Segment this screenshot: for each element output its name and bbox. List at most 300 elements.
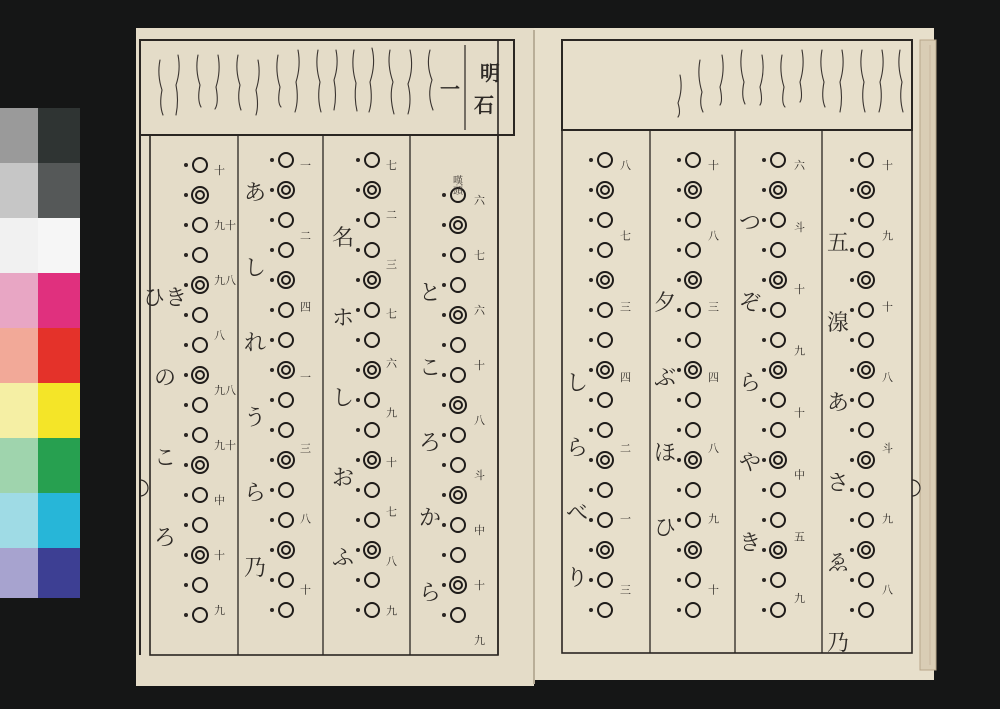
- right-col4-inner-circle: [862, 456, 870, 464]
- right-col1-circle: [598, 213, 612, 227]
- left-col4-circle: [450, 307, 466, 323]
- left-col3-inner-circle: [368, 366, 376, 374]
- right-col1-inner-circle: [601, 456, 609, 464]
- left-col2-dot: [270, 338, 274, 342]
- left-col1-circle: [193, 218, 207, 232]
- left-col2-numeral: 八: [300, 512, 311, 526]
- left-col2-dot: [270, 548, 274, 552]
- right-col3-numeral: 九: [794, 344, 805, 358]
- left-col3-kana: お: [331, 466, 355, 491]
- left-col1-numeral: 九八: [214, 274, 236, 287]
- right-col2-inner-circle: [689, 456, 697, 464]
- right-col3-dot: [762, 158, 766, 162]
- right-col4-dot: [850, 308, 854, 312]
- right-col1-kana: し: [565, 371, 589, 396]
- right-col1-dot: [589, 218, 593, 222]
- left-col2-circle: [278, 542, 294, 558]
- right-col4-dot: [850, 608, 854, 612]
- right-col1-circle: [598, 333, 612, 347]
- right-col3-dot: [762, 338, 766, 342]
- right-col3-dot: [762, 188, 766, 192]
- right-col2-kana: 夕: [653, 291, 677, 316]
- right-col3-circle: [771, 243, 785, 257]
- left-col1-circle: [193, 518, 207, 532]
- right-col2-inner-circle: [689, 276, 697, 284]
- right-col1-kana: り: [565, 566, 589, 591]
- left-col2-dot: [270, 188, 274, 192]
- left-col3-circle: [365, 153, 379, 167]
- right-col1-kana: べ: [565, 501, 589, 526]
- right-col3-numeral: 斗: [794, 220, 805, 234]
- right-col4-dot: [850, 278, 854, 282]
- left-col4-inner-circle: [454, 311, 462, 319]
- left-col3-inner-circle: [368, 276, 376, 284]
- right-col4-kana: さ: [826, 471, 850, 496]
- right-col4-circle: [859, 333, 873, 347]
- left-col2-numeral: 二: [300, 229, 311, 243]
- left-col1-kana: こ: [153, 446, 177, 471]
- left-col4-dot: [442, 613, 446, 617]
- left-col3-circle: [365, 603, 379, 617]
- left-col4-dot: [442, 283, 446, 287]
- right-col1-kana: ら: [565, 436, 589, 461]
- left-col3-dot: [356, 488, 360, 492]
- left-col2-numeral: 一: [300, 371, 311, 385]
- left-col4-dot: [442, 223, 446, 227]
- left-col4-inner-circle: [454, 581, 462, 589]
- right-col2-dot: [677, 188, 681, 192]
- right-col3-inner-circle: [774, 456, 782, 464]
- left-col1-dot: [184, 403, 188, 407]
- left-col4-kana: ら: [418, 581, 442, 606]
- left-col2-circle: [279, 243, 293, 257]
- left-col3-numeral: 二: [386, 208, 397, 222]
- left-col2-circle: [279, 483, 293, 497]
- right-col1-inner-circle: [601, 366, 609, 374]
- kana-text-layer: [143, 181, 849, 656]
- left-col2-inner-circle: [282, 546, 290, 554]
- right-col1-circle: [597, 272, 613, 288]
- left-col3-circle: [365, 483, 379, 497]
- left-col3-kana: し: [331, 386, 355, 411]
- left-col2-dot: [270, 428, 274, 432]
- right-col3-kana: き: [738, 531, 762, 556]
- left-col3-numeral: 九: [386, 406, 397, 420]
- right-col3-inner-circle: [774, 276, 782, 284]
- left-col3-dot: [356, 248, 360, 252]
- right-col2-inner-circle: [689, 186, 697, 194]
- left-col4-circle: [450, 397, 466, 413]
- right-col1-inner-circle: [601, 276, 609, 284]
- left-col3-dot: [356, 578, 360, 582]
- right-col2-circle: [686, 303, 700, 317]
- right-col3-numeral: 十: [794, 282, 805, 296]
- left-col3-dot: [356, 458, 360, 462]
- right-col3-numeral: 六: [794, 159, 805, 172]
- right-col3-numeral: 五: [794, 530, 805, 544]
- left-col3-dot: [356, 278, 360, 282]
- right-col4-circle: [859, 513, 873, 527]
- left-col3-circle: [365, 573, 379, 587]
- right-col2-dot: [677, 488, 681, 492]
- right-col3-inner-circle: [774, 546, 782, 554]
- right-col3-dot: [762, 278, 766, 282]
- right-col3-dot: [762, 578, 766, 582]
- right-col1-dot: [589, 608, 593, 612]
- right-col2-circle: [686, 603, 700, 617]
- left-col4-numeral: 十: [474, 579, 485, 592]
- left-col2-circle: [278, 272, 294, 288]
- left-col3-inner-circle: [368, 546, 376, 554]
- left-col4-circle: [451, 548, 465, 562]
- left-col2-dot: [270, 458, 274, 462]
- left-col2-circle: [279, 393, 293, 407]
- left-col1-circle: [193, 608, 207, 622]
- left-col1-numeral: 中: [214, 494, 225, 507]
- right-col3-circle: [771, 423, 785, 437]
- right-col2-inner-circle: [689, 366, 697, 374]
- right-col4-circle: [859, 573, 873, 587]
- right-col2-kana: ひ: [653, 516, 677, 541]
- left-col4-circle: [451, 338, 465, 352]
- left-col3-kana: ふ: [331, 546, 355, 571]
- right-col1-dot: [589, 248, 593, 252]
- right-col1-circle: [598, 423, 612, 437]
- right-col2-circle: [685, 182, 701, 198]
- left-col1-kana: ろ: [153, 526, 177, 551]
- right-col4-dot: [850, 218, 854, 222]
- right-col2-kana: ぶ: [653, 366, 677, 391]
- left-col1-inner-circle: [196, 281, 204, 289]
- left-col4-dot: [442, 433, 446, 437]
- left-col1-dot: [184, 343, 188, 347]
- right-col3-dot: [762, 398, 766, 402]
- right-col2-circle: [685, 452, 701, 468]
- right-col4-kana: 乃: [826, 631, 850, 656]
- left-col2-inner-circle: [282, 366, 290, 374]
- left-col4-circle: [451, 248, 465, 262]
- right-col1-numeral: 三: [620, 583, 631, 597]
- right-col2-circle: [685, 542, 701, 558]
- left-col3-dot: [356, 188, 360, 192]
- left-col3-dot: [356, 338, 360, 342]
- right-col3-circle: [770, 272, 786, 288]
- left-col1-kana: ひき: [142, 286, 188, 311]
- right-col3-circle: [771, 303, 785, 317]
- right-col1-circle: [597, 362, 613, 378]
- left-col1-inner-circle: [196, 461, 204, 469]
- left-col2-numeral: 四: [300, 300, 311, 314]
- right-col2-circle: [686, 213, 700, 227]
- right-col4-inner-circle: [862, 186, 870, 194]
- left-col1-dot: [184, 613, 188, 617]
- left-col3-dot: [356, 548, 360, 552]
- left-col1-inner-circle: [196, 551, 204, 559]
- left-col3-numeral: 十: [386, 456, 397, 469]
- left-col4-dot: [442, 343, 446, 347]
- right-col2-dot: [677, 218, 681, 222]
- left-col2-circle: [278, 182, 294, 198]
- left-col2-circle: [279, 513, 293, 527]
- left-col2-numeral: 三: [300, 441, 311, 455]
- right-col2-circle: [686, 393, 700, 407]
- left-col4-dot: [442, 583, 446, 587]
- right-col1-dot: [589, 548, 593, 552]
- right-col2-circle: [686, 483, 700, 497]
- left-col2-circle: [279, 303, 293, 317]
- right-col4-circle: [859, 303, 873, 317]
- right-col2-circle: [686, 333, 700, 347]
- left-col4-circle: [451, 278, 465, 292]
- right-col2-dot: [677, 398, 681, 402]
- right-col3-dot: [762, 608, 766, 612]
- left-col1-circle: [192, 547, 208, 563]
- right-col1-dot: [589, 458, 593, 462]
- left-col1-numeral: 十: [214, 164, 225, 177]
- right-col4-dot: [850, 518, 854, 522]
- right-col4-circle: [859, 393, 873, 407]
- left-col4-kana: ろ: [418, 431, 442, 456]
- left-col1-numeral: 八: [214, 329, 225, 342]
- right-col1-dot: [589, 518, 593, 522]
- left-col3-circle: [365, 213, 379, 227]
- left-col4-dot: [442, 193, 446, 197]
- left-col3-circle: [365, 513, 379, 527]
- right-col2-inner-circle: [689, 546, 697, 554]
- right-col3-numeral: 十: [794, 406, 805, 420]
- left-col1-dot: [184, 553, 188, 557]
- left-col3-circle: [364, 452, 380, 468]
- right-col3-circle: [771, 513, 785, 527]
- left-col4-dot: [442, 553, 446, 557]
- right-col2-dot: [677, 428, 681, 432]
- right-col1-numeral: 二: [620, 441, 631, 455]
- right-col3-circle: [770, 542, 786, 558]
- left-col3-numeral: 三: [386, 258, 397, 271]
- left-col2-numeral: 十: [300, 583, 311, 597]
- left-col4-numeral: 八: [474, 414, 485, 427]
- left-col4-circle: [450, 487, 466, 503]
- right-col4-inner-circle: [862, 546, 870, 554]
- right-col4-kana: 五: [826, 231, 850, 256]
- left-col1-dot: [184, 193, 188, 197]
- left-col1-circle: [193, 578, 207, 592]
- left-col1-numeral: 九十: [214, 219, 236, 232]
- left-col4-circle: [450, 217, 466, 233]
- left-col1-dot: [184, 373, 188, 377]
- right-col4-circle: [858, 362, 874, 378]
- right-col2-dot: [677, 368, 681, 372]
- title-char-2: 石: [474, 93, 494, 117]
- left-col3-kana: 名: [331, 226, 355, 251]
- right-col4-inner-circle: [862, 366, 870, 374]
- right-col4-circle: [859, 243, 873, 257]
- right-col4-circle: [858, 272, 874, 288]
- left-col4-circle: [450, 577, 466, 593]
- right-col2-kana: ほ: [653, 441, 677, 466]
- right-col3-circle: [771, 393, 785, 407]
- right-col1-inner-circle: [601, 186, 609, 194]
- left-col2-dot: [270, 368, 274, 372]
- right-col3-circle: [771, 213, 785, 227]
- right-col4-numeral: 十: [882, 159, 893, 172]
- left-col2-kana: ら: [243, 481, 267, 506]
- right-col1-circle: [598, 153, 612, 167]
- right-col2-dot: [677, 158, 681, 162]
- left-col1-dot: [184, 463, 188, 467]
- right-col4-dot: [850, 578, 854, 582]
- right-col3-circle: [771, 153, 785, 167]
- right-col4-numeral: 斗: [882, 441, 893, 455]
- right-col2-circle: [686, 153, 700, 167]
- left-col2-kana: 乃: [243, 556, 267, 581]
- left-col3-dot: [356, 158, 360, 162]
- right-col3-kana: ら: [738, 371, 762, 396]
- right-col3-dot: [762, 248, 766, 252]
- left-col2-dot: [270, 518, 274, 522]
- right-col2-numeral: 八: [708, 229, 719, 243]
- left-col1-circle: [193, 428, 207, 442]
- left-col4-numeral: 中: [474, 524, 485, 537]
- right-col2-dot: [677, 578, 681, 582]
- right-col3-inner-circle: [774, 186, 782, 194]
- left-col1-numeral: 九十: [214, 439, 236, 452]
- left-col1-dot: [184, 493, 188, 497]
- left-col1-dot: [184, 583, 188, 587]
- right-col1-dot: [589, 158, 593, 162]
- right-col1-dot: [589, 278, 593, 282]
- right-col4-dot: [850, 488, 854, 492]
- left-col3-circle: [365, 333, 379, 347]
- right-col4-dot: [850, 338, 854, 342]
- left-col2-inner-circle: [282, 276, 290, 284]
- right-col3-numeral: 中: [794, 468, 805, 482]
- left-col3-circle: [364, 542, 380, 558]
- right-col3-dot: [762, 368, 766, 372]
- right-col4-kana: 湶: [826, 311, 850, 336]
- right-col2-dot: [677, 548, 681, 552]
- left-col1-numeral: 九: [214, 604, 225, 617]
- right-col2-circle: [686, 573, 700, 587]
- left-col1-dot: [184, 253, 188, 257]
- left-col4-numeral: 六: [474, 304, 485, 317]
- left-col3-kana: ホ: [331, 306, 355, 331]
- left-col4-circle: [451, 428, 465, 442]
- right-col2-dot: [677, 248, 681, 252]
- right-col1-circle: [597, 452, 613, 468]
- left-col1-circle: [192, 277, 208, 293]
- right-col3-dot: [762, 428, 766, 432]
- left-col4-numeral: 九: [474, 634, 485, 647]
- right-col1-circle: [598, 513, 612, 527]
- left-col3-numeral: 六: [386, 357, 397, 370]
- left-col1-circle: [193, 488, 207, 502]
- right-col3-circle: [770, 182, 786, 198]
- left-col3-numeral: 九: [386, 604, 397, 618]
- left-col3-dot: [356, 608, 360, 612]
- left-col4-dot: [442, 403, 446, 407]
- right-col3-circle: [770, 362, 786, 378]
- left-col2-dot: [270, 608, 274, 612]
- left-col2-dot: [270, 278, 274, 282]
- right-col4-dot: [850, 248, 854, 252]
- right-col3-inner-circle: [774, 366, 782, 374]
- left-col2-kana: れ: [243, 331, 267, 356]
- left-col3-numeral: 七: [386, 505, 397, 519]
- right-col1-circle: [598, 243, 612, 257]
- right-col4-numeral: 九: [882, 512, 893, 526]
- right-col4-dot: [850, 428, 854, 432]
- left-col2-inner-circle: [282, 456, 290, 464]
- right-col3-dot: [762, 458, 766, 462]
- left-col1-dot: [184, 163, 188, 167]
- left-col4-numeral: 六: [474, 194, 485, 207]
- right-col4-circle: [858, 182, 874, 198]
- left-col2-circle: [279, 423, 293, 437]
- left-col4-kana: と: [418, 281, 442, 306]
- right-col3-dot: [762, 488, 766, 492]
- right-col3-kana: や: [738, 451, 762, 476]
- left-col1-circle: [193, 248, 207, 262]
- left-col2-kana: し: [243, 256, 267, 281]
- right-col3-dot: [762, 308, 766, 312]
- right-col1-dot: [589, 488, 593, 492]
- right-col2-numeral: 十: [708, 583, 719, 597]
- left-col3-inner-circle: [368, 186, 376, 194]
- left-col1-circle: [193, 338, 207, 352]
- left-col1-dot: [184, 523, 188, 527]
- left-col4-dot: [442, 493, 446, 497]
- left-col4-inner-circle: [454, 401, 462, 409]
- volume-char: 一: [440, 77, 460, 101]
- left-col3-circle: [364, 182, 380, 198]
- left-col2-dot: [270, 488, 274, 492]
- left-col4-numeral: 斗: [474, 469, 485, 482]
- right-col4-circle: [859, 213, 873, 227]
- left-col1-circle: [193, 308, 207, 322]
- left-col3-dot: [356, 398, 360, 402]
- left-col2-dot: [270, 578, 274, 582]
- left-col4-dot: [442, 313, 446, 317]
- right-col2-dot: [677, 308, 681, 312]
- left-col4-numeral: 七: [474, 249, 485, 262]
- right-col2-numeral: 八: [708, 441, 719, 455]
- right-col1-circle: [598, 303, 612, 317]
- left-col2-inner-circle: [282, 186, 290, 194]
- left-col4-circle: [451, 458, 465, 472]
- left-col2-circle: [278, 362, 294, 378]
- left-col2-dot: [270, 398, 274, 402]
- left-col3-numeral: 七: [386, 159, 397, 172]
- left-col4-inner-circle: [454, 221, 462, 229]
- left-col3-circle: [365, 303, 379, 317]
- left-col2-dot: [270, 248, 274, 252]
- right-col1-circle: [598, 393, 612, 407]
- right-col1-dot: [589, 368, 593, 372]
- left-col3-dot: [356, 428, 360, 432]
- right-col2-numeral: 四: [708, 371, 719, 385]
- right-col1-dot: [589, 398, 593, 402]
- left-col2-dot: [270, 158, 274, 162]
- right-col1-numeral: 一: [620, 512, 631, 526]
- left-col4-inner-circle: [454, 491, 462, 499]
- left-col2-kana: あ: [243, 181, 267, 206]
- right-col4-dot: [850, 398, 854, 402]
- right-col3-circle: [770, 452, 786, 468]
- left-col3-dot: [356, 308, 360, 312]
- right-col2-numeral: 十: [708, 159, 719, 172]
- right-col3-dot: [762, 548, 766, 552]
